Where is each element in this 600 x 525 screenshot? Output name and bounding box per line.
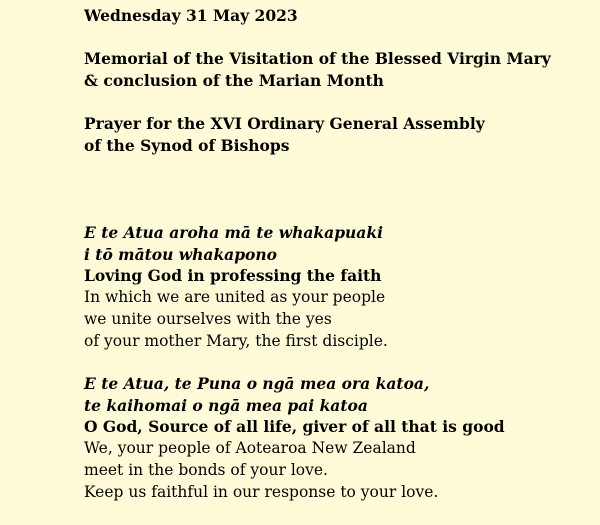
stanza-2-english-heading: O God, Source of all life, giver of all that is good bbox=[84, 417, 505, 437]
prayer-title-block bbox=[84, 113, 485, 156]
stanza-2-line-2: meet in the bonds of your love. bbox=[84, 460, 328, 479]
memorial-heading-line-1: Memorial of the Visitation of the Blessed Virgin Mary bbox=[84, 49, 551, 68]
stanza-1-maori-line-1: E te Atua aroha mā te whakapuaki bbox=[84, 223, 383, 242]
prayer-title-line-2: of the Synod of Bishops bbox=[84, 135, 290, 155]
stanza-1-line-3: of your mother Mary, the first disciple. bbox=[84, 331, 388, 350]
stanza-2-maori-line-1: E te Atua, te Puna o ngā mea ora katoa, bbox=[84, 374, 430, 393]
date-heading: Wednesday 31 May 2023 bbox=[84, 6, 298, 25]
stanza-2-line-3: Keep us faithful in our response to your love. bbox=[84, 482, 439, 501]
stanza-2-line-1: We, your people of Aotearoa New Zealand bbox=[84, 439, 416, 458]
stanza-1-english-heading: Loving God in professing the faith bbox=[84, 266, 382, 286]
stanza-1-line-2: we unite ourselves with the yes bbox=[84, 309, 332, 328]
stanza-2-maori-line-2: te kaihomai o ngā mea pai katoa bbox=[84, 395, 368, 415]
stanza-1 bbox=[84, 222, 388, 352]
prayer-title-line-1: Prayer for the XVI Ordinary General Assembly bbox=[84, 114, 485, 133]
memorial-heading-line-2: & conclusion of the Marian Month bbox=[84, 70, 384, 90]
stanza-2 bbox=[84, 373, 505, 503]
memorial-heading-block bbox=[84, 48, 551, 91]
stanza-1-line-1: In which we are united as your people bbox=[84, 288, 386, 307]
stanza-1-maori-line-2: i tō mātou whakapono bbox=[84, 244, 278, 264]
date-heading-block bbox=[84, 5, 298, 27]
